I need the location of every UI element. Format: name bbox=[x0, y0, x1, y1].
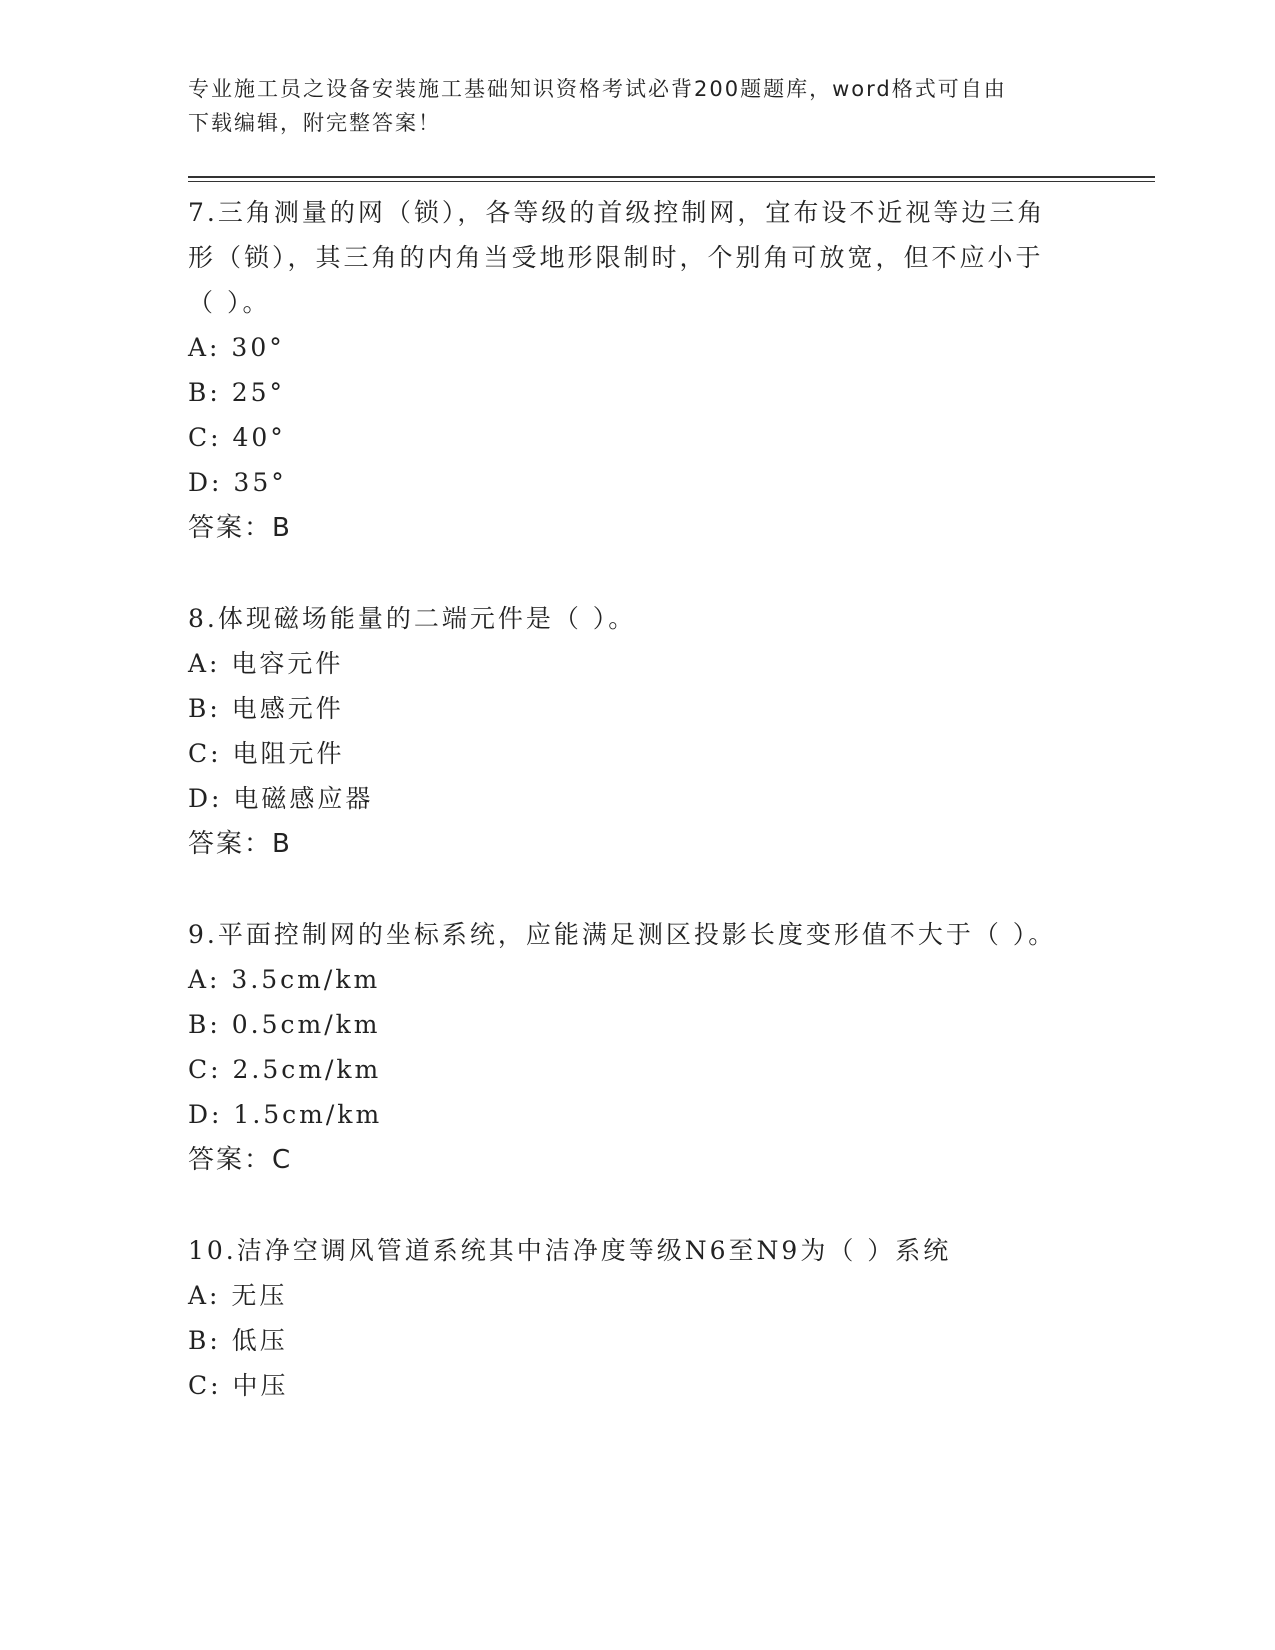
option-a: A: 电容元件 bbox=[188, 649, 344, 678]
option-c: C: 中压 bbox=[188, 1371, 289, 1400]
question-10 bbox=[188, 1228, 1068, 1408]
option-b: B: 0.5cm/km bbox=[188, 1010, 381, 1039]
header-line-2: 下载编辑，附完整答案！ bbox=[188, 111, 441, 135]
option-c: C: 2.5cm/km bbox=[188, 1055, 382, 1084]
answer-line: 答案：B bbox=[188, 513, 292, 543]
option-a: A: 30° bbox=[188, 333, 285, 362]
option-d: D: 1.5cm/km bbox=[188, 1100, 383, 1129]
header-divider bbox=[188, 176, 1155, 182]
question-list bbox=[188, 190, 1068, 1453]
question-9 bbox=[188, 912, 1068, 1183]
option-d: D: 35° bbox=[188, 468, 287, 497]
option-c: C: 电阻元件 bbox=[188, 739, 345, 768]
answer-line: 答案：C bbox=[188, 1145, 293, 1175]
option-b: B: 25° bbox=[188, 378, 286, 407]
question-stem: 7.三角测量的网（锁），各等级的首级控制网，宜布设不近视等边三角形（锁），其三角的内角当受地形限制时，个别角可放宽，但不应小于（ ）。 bbox=[188, 198, 1046, 317]
option-b: B: 低压 bbox=[188, 1326, 288, 1355]
option-c: C: 40° bbox=[188, 423, 286, 452]
question-stem: 8.体现磁场能量的二端元件是（ ）。 bbox=[188, 604, 637, 633]
question-stem: 9.平面控制网的坐标系统，应能满足测区投影长度变形值不大于（ ）。 bbox=[188, 920, 1057, 949]
answer-line: 答案：B bbox=[188, 829, 292, 859]
header-line-1: 专业施工员之设备安装施工基础知识资格考试必背200题题库，word格式可自由 bbox=[188, 77, 1007, 101]
question-8 bbox=[188, 596, 1068, 867]
option-a: A: 无压 bbox=[188, 1281, 288, 1310]
question-7 bbox=[188, 190, 1068, 551]
option-b: B: 电感元件 bbox=[188, 694, 344, 723]
option-d: D: 电磁感应器 bbox=[188, 784, 374, 813]
document-header bbox=[188, 72, 1068, 140]
option-a: A: 3.5cm/km bbox=[188, 965, 381, 994]
question-stem: 10.洁净空调风管道系统其中洁净度等级N6至N9为（ ）系统 bbox=[188, 1236, 952, 1265]
